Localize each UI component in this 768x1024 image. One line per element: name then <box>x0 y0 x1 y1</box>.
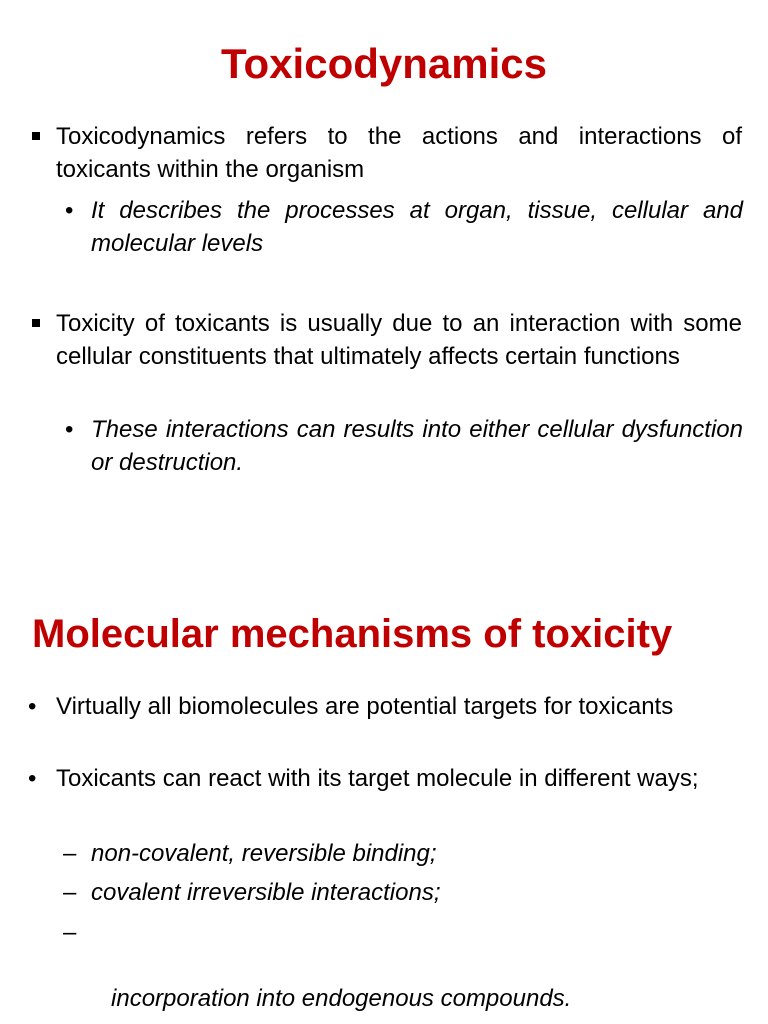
sub-bullet-text: These interactions can results into either cellular dysfunction or destruction. <box>91 416 743 476</box>
list-item <box>28 690 742 723</box>
dash-bullet-icon: – <box>63 919 77 946</box>
dash-item-text: covalent irreversible interactions; <box>91 879 441 906</box>
list-item <box>65 194 743 260</box>
slide-title-molecular-mechanisms: Molecular mechanisms of toxicity <box>32 612 673 656</box>
dot-bullet-icon: • <box>65 416 74 443</box>
dot-bullet-icon: • <box>28 765 37 792</box>
list-item <box>56 307 742 373</box>
bullet-text: Toxicodynamics refers to the actions and interactions of toxicants within the organism <box>56 123 742 183</box>
bullet-text: Toxicants can react with its target molecule in different ways; <box>56 765 699 792</box>
dash-item-text: non-covalent, reversible binding; <box>91 840 437 867</box>
dot-bullet-icon: • <box>28 693 37 720</box>
slide-title-toxicodynamics: Toxicodynamics <box>221 40 547 87</box>
list-item <box>65 413 743 479</box>
dot-bullet-icon: • <box>65 197 74 224</box>
dash-item-text: incorporation into endogenous compounds. <box>104 985 572 1012</box>
list-item <box>63 876 743 909</box>
dash-bullet-icon: – <box>63 840 77 867</box>
bullet-text: Virtually all biomolecules are potential targets for toxicants <box>56 693 674 720</box>
dash-bullet-icon: – <box>63 879 77 906</box>
list-item <box>56 120 742 186</box>
list-item <box>63 837 743 870</box>
bullet-text: Toxicity of toxicants is usually due to an interaction with some cellular constituents that ultimately affects certain functions <box>56 310 742 370</box>
sub-bullet-text: It describes the processes at organ, tissue, cellular and molecular levels <box>91 197 743 257</box>
list-item <box>63 916 743 1015</box>
list-item <box>28 762 742 795</box>
